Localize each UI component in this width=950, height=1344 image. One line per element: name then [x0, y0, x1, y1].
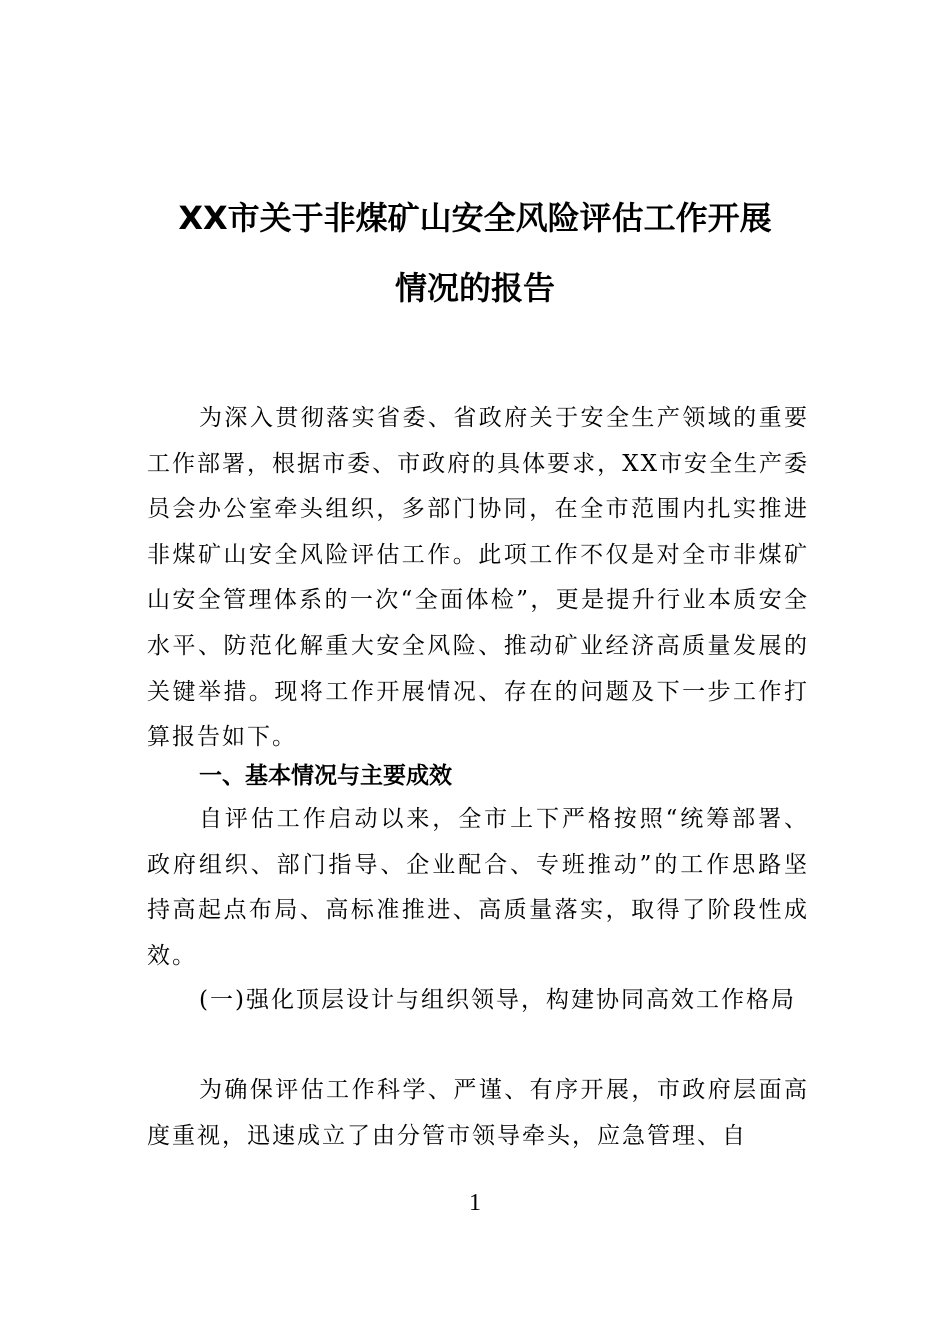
subsection-heading-1: (一)强化顶层设计与组织领导，构建协同高效工作格局: [199, 987, 796, 1013]
page-number: 1: [469, 1190, 481, 1216]
intro-paragraph: 为深入贯彻落实省委、省政府关于安全生产领域的重要工作部署，根据市委、市政府的具体要求，XX市安全生产委员会办公室牵头组织，多部门协同，在全市范围内扎实推进非煤矿山安全风险评估工作。此项工作不仅是对全市非煤矿山安全管理体系的一次“全面体检”，更是提升行业本质安全水平、防范化解重大安全风险、推动矿业经济高质量发展的关键举措。现将工作开展情况、存在的问题及下一步工作打算报告如下。: [147, 405, 809, 751]
section-heading-1: 一、基本情况与主要成效: [199, 763, 452, 789]
section-1-paragraph: 自评估工作启动以来，全市上下严格按照“统筹部署、政府组织、部门指导、企业配合、专班推动”的工作思路坚持高起点布局、高标准推进、高质量落实，取得了阶段性成效。: [147, 806, 809, 969]
document-title-line-1: XX市关于非煤矿山安全风险评估工作开展: [178, 199, 772, 237]
document-title-line-2: 情况的报告: [394, 269, 555, 307]
subsection-1-paragraph: 为确保评估工作科学、严谨、有序开展，市政府层面高度重视，迅速成立了由分管市领导牵头，应急管理、自: [147, 1077, 809, 1149]
